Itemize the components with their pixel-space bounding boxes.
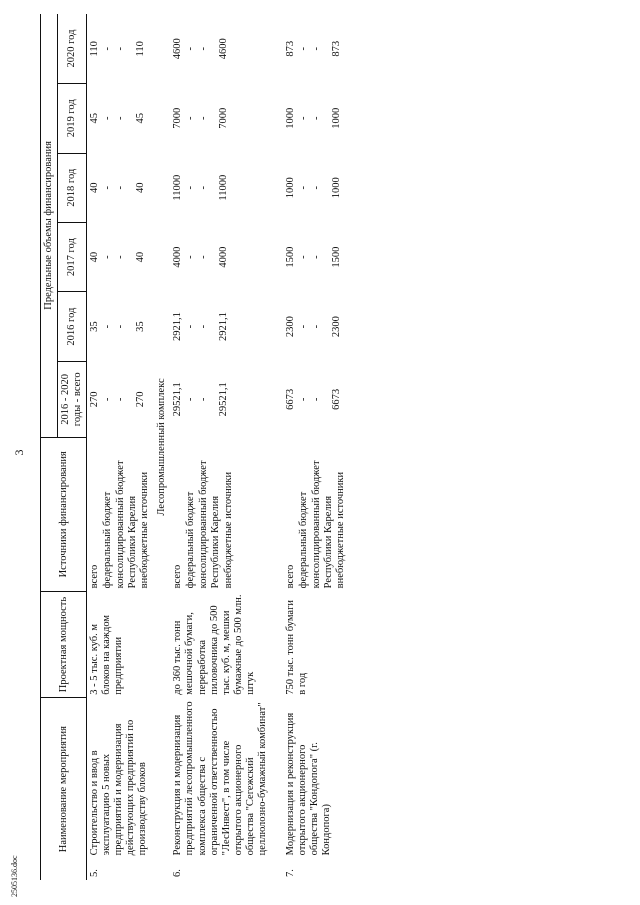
- row-name: Реконструкция и модернизация предприятий лесопромышленного комплекса общества с ограниченной ответственностью "ЛесИнвест", в том числе открытого акционерного общества "Сегежский целлюлозно-бумажный комбинат": [172, 701, 268, 856]
- source-extrabudget: внебюджетные источники: [139, 471, 151, 589]
- header-limits: Предельные объемы финансирования: [41, 14, 58, 437]
- table-row: [87, 14, 155, 880]
- cell-2020: 110 - - 110: [89, 41, 147, 57]
- document-footer: 2505136.doc: [10, 855, 19, 897]
- header-name: Наименование мероприятия: [41, 698, 87, 880]
- source-total: всего: [89, 564, 101, 589]
- cell-2018: 1000 - - 1000: [284, 177, 342, 199]
- cell-2016: 35 - - 35: [89, 321, 147, 332]
- financing-table: [40, 14, 350, 880]
- section-row: [154, 14, 170, 880]
- source-federal: федеральный бюджет: [297, 491, 309, 589]
- source-extrabudget: внебюджетные источники: [222, 471, 234, 589]
- cell-total: 270 - - 270: [89, 391, 147, 408]
- cell-total: 29521,1 - - 29521,1: [172, 382, 230, 417]
- source-regional: консолидированный бюджет Республики Карелия: [198, 460, 222, 589]
- header-2016: 2016 год: [58, 292, 87, 361]
- row-sources: [170, 437, 271, 591]
- row-name: Модернизация и реконструкция открытого акционерного общества "Кондопога" (г. Кондопога): [284, 712, 333, 856]
- row-number: 7.: [284, 869, 296, 877]
- cell-2019: 45 - - 45: [89, 113, 147, 124]
- cell-2017: 40 - - 40: [89, 251, 147, 263]
- cell-2016: 2300 - - 2300: [284, 316, 342, 338]
- header-2017: 2017 год: [58, 222, 87, 291]
- header-2018: 2018 год: [58, 153, 87, 222]
- row-number: 5.: [89, 869, 101, 877]
- header-2020: 2020 год: [58, 14, 87, 84]
- cell-2016: 2921,1 - - 2921,1: [172, 312, 230, 342]
- source-federal: федеральный бюджет: [102, 491, 114, 589]
- row-sources: [271, 437, 350, 591]
- header-total: 2016 - 2020 годы - всего: [58, 361, 87, 437]
- header-capacity: Проектная мощность: [41, 591, 87, 697]
- source-federal: федеральный бюджет: [185, 491, 197, 589]
- cell-2017: 1500 - - 1500: [284, 246, 342, 268]
- cell-2018: 11000 - - 11000: [172, 174, 230, 201]
- cell-2018: 40 - - 40: [89, 182, 147, 193]
- header-2019: 2019 год: [58, 84, 87, 153]
- cell-2019: 1000 - - 1000: [284, 107, 342, 129]
- source-total: всего: [284, 564, 296, 589]
- source-extrabudget: внебюджетные источники: [335, 471, 346, 589]
- cell-2017: 4000 - - 4000: [172, 246, 230, 268]
- header-sources: Источники финансирования: [41, 437, 87, 591]
- row-number: 6.: [172, 869, 184, 877]
- row-name: Строительство и ввод в эксплуатацию 5 новых предприятий и модернизация действующих предприятий по производству блоков: [89, 719, 149, 856]
- row-capacity: до 360 тыс. тонн мешочной бумаги, переработка пиловочника до 500 тыс. куб. м, мешки бумажные до 500 млн. штук: [172, 594, 256, 695]
- page-number: 3: [12, 449, 26, 456]
- source-regional: консолидированный бюджет Республики Карелия: [310, 460, 334, 589]
- row-capacity: 750 тыс. тонн бумаги в год: [284, 599, 308, 695]
- table-row: [271, 14, 350, 880]
- row-capacity: 3 - 5 тыс. куб. м блоков на каждом предприятии: [89, 614, 125, 695]
- cell-2020: 4600 - - 4600: [172, 38, 230, 60]
- section-title: Лесопромышленный комплекс: [156, 378, 168, 516]
- source-regional: консолидированный бюджет Республики Карелия: [115, 460, 139, 589]
- cell-total: 6673 - - 6673: [284, 388, 342, 410]
- table-row: [170, 14, 271, 880]
- cell-2020: 873 - - 873: [284, 40, 342, 57]
- row-sources: [87, 437, 155, 591]
- cell-2019: 7000 - - 7000: [172, 107, 230, 129]
- source-total: всего: [172, 564, 184, 589]
